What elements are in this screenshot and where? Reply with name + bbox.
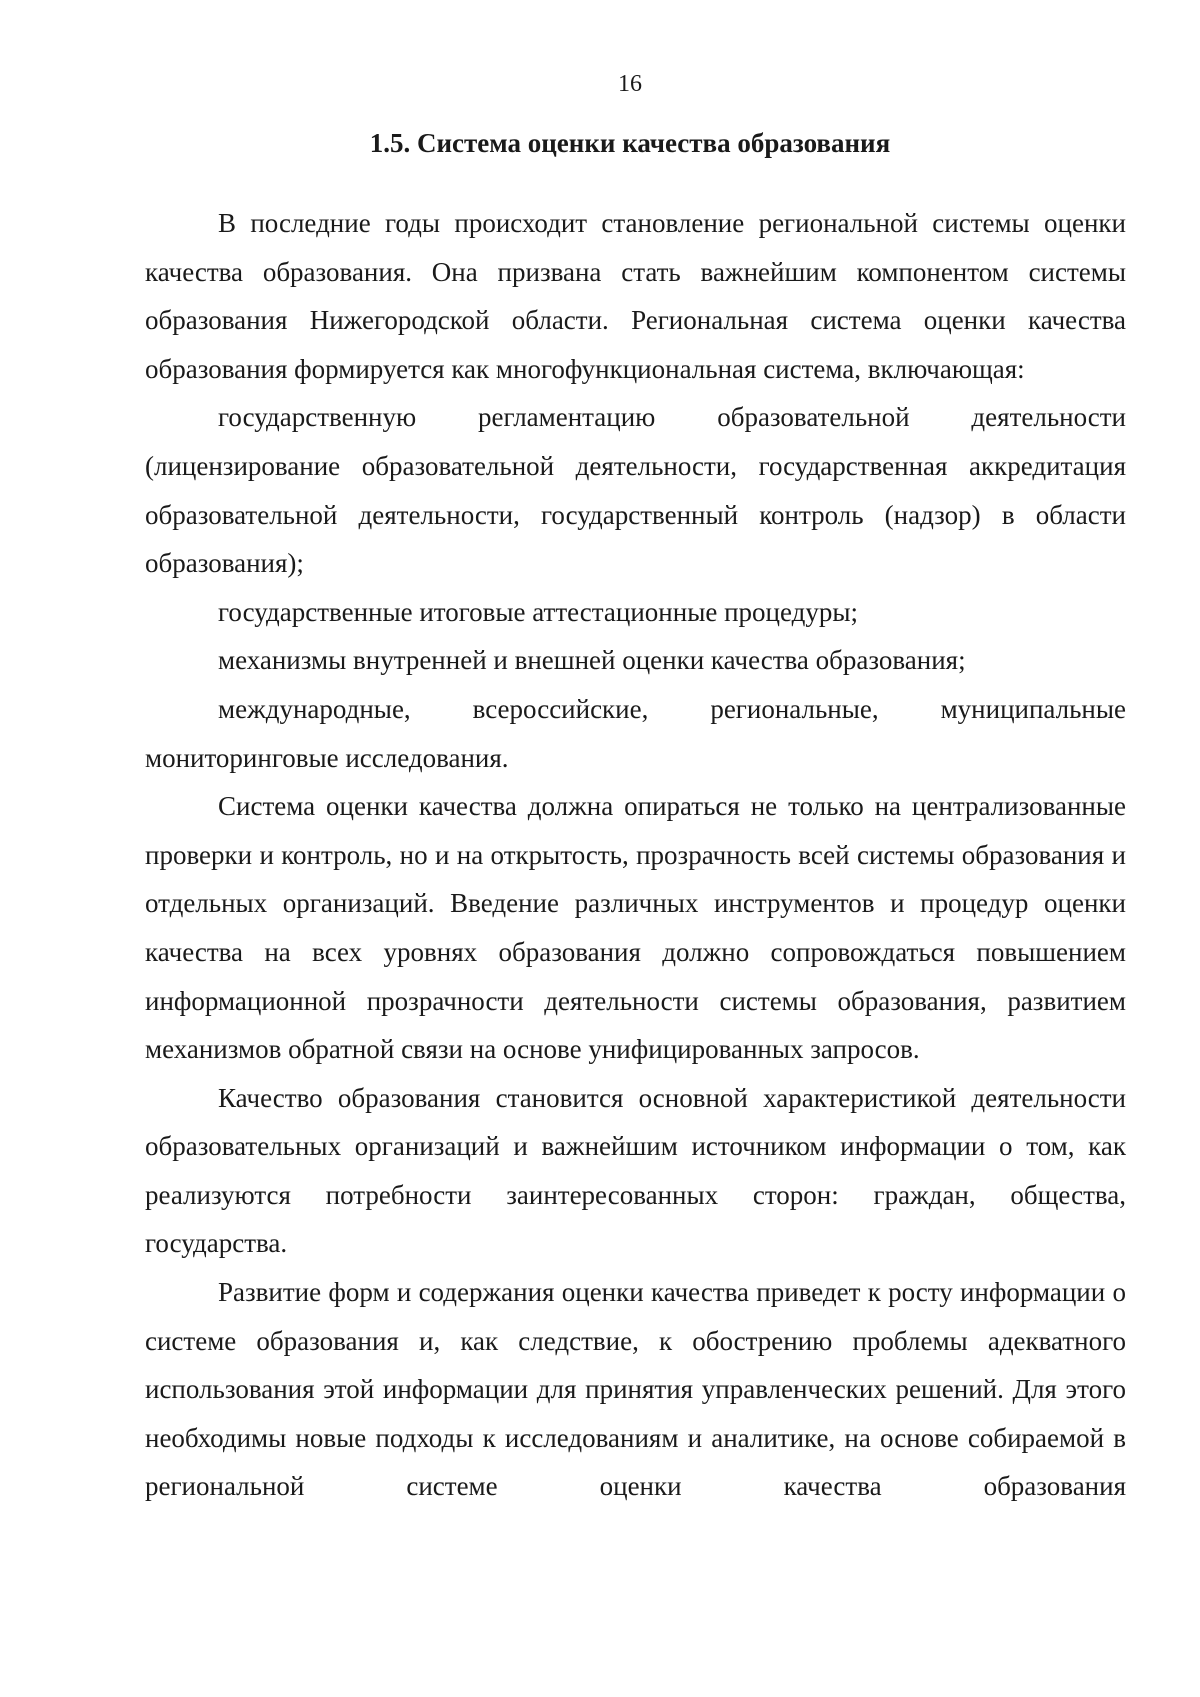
list-item: механизмы внутренней и внешней оценки качества образования; [218,645,966,676]
paragraph: Система оценки качества должна опираться не только на централизованные проверки и контроль, но и на открытость, прозрачность всей системы образования и отдельных организаций. Введение различных инструментов и процедур оценки качества на всех уровнях образования должно сопровождаться повышением информационной прозрачности деятельности системы образования, развитием механизмов обратной связи на основе унифицированных запросов. [145,791,1126,1065]
list-item: международные, всероссийские, региональные, муниципальные мониторинговые исследования. [145,693,1126,773]
body-text [145,199,1126,1511]
paragraph: Качество образования становится основной характеристикой деятельности образовательных организаций и важнейшим источником информации о том, как реализуются потребности заинтересованных сторон: граждан, общества, государства. [145,1082,1126,1259]
list-item: государственную регламентацию образовательной деятельности (лицензирование образовательной деятельности, государственная аккредитация образовательной деятельности, государственный контроль (надзор) в области образования); [145,402,1126,579]
section-heading: 1.5. Система оценки качества образования [369,128,891,158]
paragraph: В последние годы происходит становление региональной системы оценки качества образования. Она призвана стать важнейшим компонентом системы образования Нижегородской области. Региональная система оценки качества образования формируется как многофункциональная система, включающая: [145,208,1126,384]
list-item: государственные итоговые аттестационные процедуры; [218,596,858,627]
page-number: 16 [618,71,642,97]
paragraph: Развитие форм и содержания оценки качества приведет к росту информации о системе образования и, как следствие, к обострению проблемы адекватного использования этой информации для принятия управленческих решений. Для этого необходимы новые подходы к исследованиям и аналитике, на основе собираемой в региональной системе оценки качества образования [145,1277,1126,1502]
